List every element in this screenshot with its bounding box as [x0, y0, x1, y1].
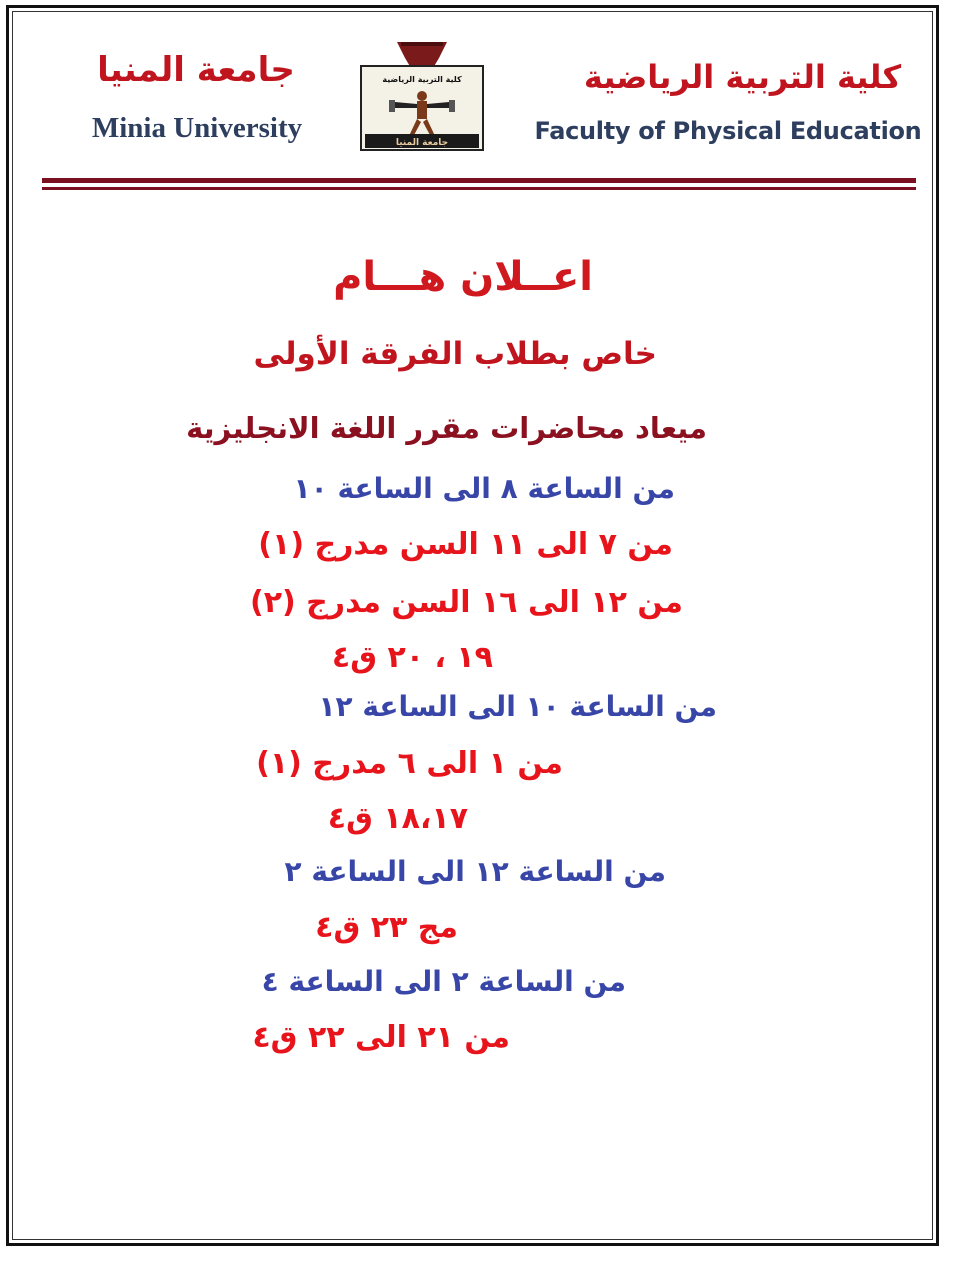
page-frame-inner [12, 11, 933, 1240]
faculty-name-arabic: كلية التربية الرياضية [583, 58, 902, 96]
logo-bottom-text: جامعة المنيا [395, 138, 449, 148]
course-schedule-heading: ميعاد محاضرات مقرر اللغة الانجليزية [186, 411, 707, 445]
university-name-arabic: جامعة المنيا [97, 50, 295, 90]
group-line: مج ٢٣ ق٤ [315, 910, 458, 945]
group-line: من ١ الى ٦ مدرج (١) [256, 746, 563, 781]
group-line: ١٩ ، ٢٠ ق٤ [331, 640, 493, 675]
group-line: من ٢١ الى ٢٢ ق٤ [252, 1020, 510, 1055]
group-line: من ١٢ الى ١٦ السن مدرج (٢) [249, 585, 683, 620]
group-line: ١٨،١٧ ق٤ [327, 801, 468, 836]
time-slot-2: من الساعة ١٠ الى الساعة ١٢ [318, 690, 717, 723]
time-slot-4: من الساعة ٢ الى الساعة ٤ [261, 965, 626, 998]
logo-top-text: كلية التربية الرياضية [382, 75, 462, 84]
header-divider-thin [42, 187, 916, 190]
time-slot-1: من الساعة ٨ الى الساعة ١٠ [293, 472, 675, 505]
time-slot-3: من الساعة ١٢ الى الساعة ٢ [284, 855, 666, 888]
university-name-english: Minia University [91, 112, 303, 144]
announcement-audience: خاص بطلاب الفرقة الأولى [253, 336, 657, 372]
faculty-logo [355, 38, 489, 154]
header-divider-thick [42, 178, 916, 183]
faculty-name-english: Faculty of Physical Education [534, 117, 922, 145]
announcement-title: اعــلان هـــام [333, 254, 593, 300]
group-line: من ٧ الى ١١ السن مدرج (١) [258, 527, 673, 562]
